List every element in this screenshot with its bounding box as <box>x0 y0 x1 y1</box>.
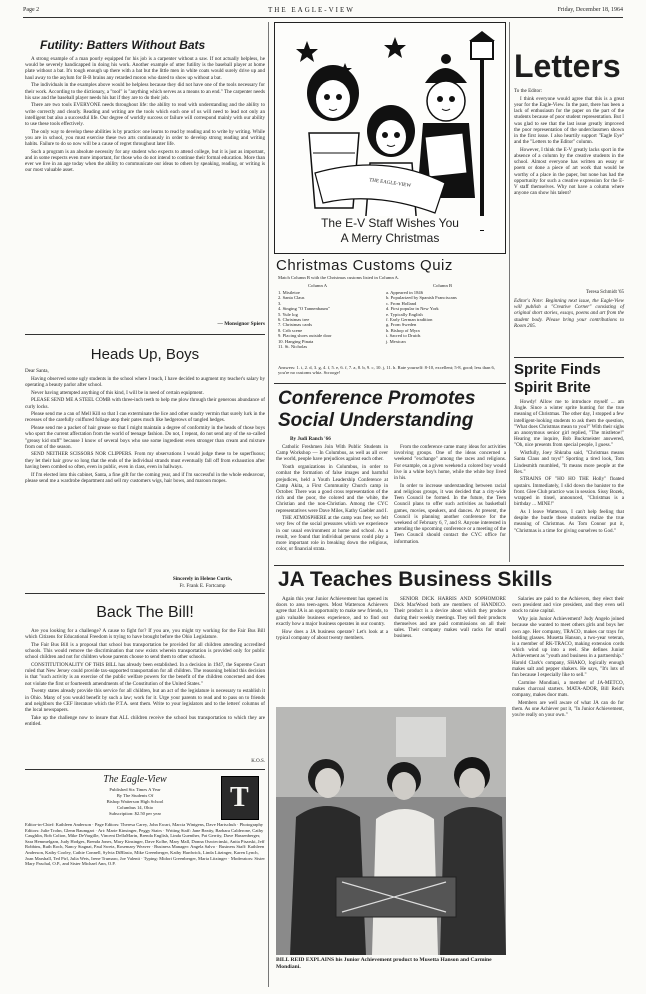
sprite-paragraph: Howdy! Allow me to introduce myself ... am Jingle. Since a winter sprite hunting for the true meaning of Christmas. The other day, I stopped a few intelligent-looking students to ask them the question, "What does Christmas mean to you?" With their sighs an anonymous senior girl replied, "The mistletoe!" Hearing me inquire, Bob Buckmeister answered, "Oh, nice presents from special people, I guess." <box>514 399 624 449</box>
letters-article <box>514 88 624 288</box>
ja-paragraph: SENIOR DICK HARRIS AND SOPHOMORE Dick MacWood both are members of HANDICO. Their product is a device about which they produce during their weekly meetings. They sell their products themselves and are paid commissions on all their sales. Their company makes wall racks for small business. <box>394 596 506 640</box>
divider <box>25 769 265 770</box>
quiz-item: 8. Crib scene <box>278 327 303 333</box>
quiz-item: 7. Christmas cards <box>278 322 313 328</box>
issue-date: Friday, December 18, 1964 <box>557 7 623 13</box>
bill-paragraph: Take up the challenge now to insure that ALL children receive the school bus transportation to which they are entitled. <box>25 714 265 727</box>
quiz-item: 10. Hanging Pinata <box>278 338 314 344</box>
staff-box-line: Columbus 14, Ohio <box>116 805 154 810</box>
letters-salutation: To the Editor: <box>514 88 543 94</box>
conference-paragraph: Youth organizations in Columbus, in order to combat the formation of false images and harmful prejudices, held a Youth Leadership Conference at Camp Akita, a First Community Church camp in October. There was a good cross representation of the rich and the poor, the colored and the white, the Christian and the non-Christian. Among the CYC representatives were Dave Miles, Kathy Gaebler and I. <box>276 464 388 514</box>
conference-paragraph: In order to increase understanding between racial and religious groups, it was decided that a city-wide Teen Council be formed. In the future, the Teen Council plans to offer such activities as basketball games, movies, speakers, and dances. At present, the Council is planning another conference for the weekend of February 6, 7, and 8. Anyone interested in attending the upcoming conference or a meeting of the Teen Council should contact the CYC office for information. <box>394 482 506 545</box>
heads-up-paragraph: Please send me a can of Mell Kill so that I can exterminate the lice and other sundry vermin that surely lurk in the recesses of the carefully coiffured foliage atop their pates much like hedgerows of tangled hedges. <box>25 411 265 424</box>
quiz-col-a-label: Column A <box>308 283 328 288</box>
bill-paragraph: The Fair Bus Bill is a proposal that school bus transportation be provided for all children attending accredited schools. This would remove the discrimination that now exists wherein transportation is provided only for public school children and not for children whose parents choose to send them to other schools. <box>25 641 265 661</box>
sprite-paragraph: Wistfully, Joey Shkraba said, "Christmas means Santa Claus and toys!" Sporting a tired look, Tom Lindesmith mumbled, "It means more people at the Rex." <box>514 450 624 475</box>
divider <box>514 357 624 358</box>
editor-note: Editor's Note: Beginning next issue, the Eagle-View will publish a "Creative Corner" consisting of original short stories, essays, poems and art from the student body. Please bring your contributions to Room 205. <box>514 298 624 329</box>
ja-article-left <box>276 596 506 704</box>
sprite-paragraph: STRAINS OF "HO HO THE Holly" floated upstairs. Immediately, I slid down the banister to the front. Glee Club practice was in session. Sissy Bozek, wrapped in tinsel, announced, "Christmas is a birthday ... MINE!" <box>514 476 624 508</box>
eagle-view-logo <box>221 776 259 820</box>
letters-paragraph: I think everyone would agree that this is a great year for the Eagle-View. In the past, there has been a lack of enthusiasm for the paper on the part of the students because of poor student representation. But I was glad to see that the last issue greatly improved the poor representation of the underclassmen shown in the first issue. I also heartily support "Eagle Eye" and the "Letters to the Editor" column. <box>514 95 624 146</box>
ja-paragraph: Members are well aware of what JA can do for them. As one Achiever put it, "In Junior Achievement, you're really on your own." <box>512 699 624 719</box>
conference-paragraph: From the conference came many ideas for activities involving groups. One of the ideas concerned a weekend "exchange" among the races and religions. For example, on a given weekend a colored boy would live in a white boy's home, while the white boy lived in his. <box>394 444 506 482</box>
quiz-instructions: Match Column B with the Christmas customs listed in Column A. <box>278 275 400 280</box>
quiz-item: 9. Placing shoes outside door <box>278 333 332 339</box>
heads-up-signature-1: Sincerely in Helene Curtis, <box>172 576 233 582</box>
heads-up-paragraph: SEND NEITHER SCISSORS NOR CLIPPERS. From my observations I would judge these to be superfluous; they let their hair grow so long that the ends of the individual strands must eventually fall off from exhaustion after having been combed so often, even in public, even in class, even in hallways. <box>25 451 265 470</box>
logo-letter: T <box>230 782 249 813</box>
sprite-headline-2: Spirit Brite <box>514 379 591 396</box>
conference-headline-1: Conference Promotes <box>278 388 476 409</box>
quiz-item: h. Bishop of Myra <box>386 327 420 333</box>
masthead-rule <box>23 17 623 18</box>
students-photo <box>276 707 506 955</box>
futility-paragraph: There are two tools EVERYONE needs throughout life: the ability to read with understanding and the ability to write correctly and clearly. Reading and writing are the tools which each one of us will need to lead not only an intelligent but also a successful life. Our degree of worldly success or failure will correspond mainly with our ability to use these tools effectively. <box>25 102 265 128</box>
quiz-table <box>278 283 506 363</box>
column-rule <box>268 22 269 987</box>
conference-paragraph: Catholic Freshmen Join With Public Students in Camp Workshop — In Columbus, as well as all over the world, people have prejudices against each other. <box>276 444 388 463</box>
christmas-caption-1: The E-V Staff Wishes You <box>275 216 505 230</box>
heads-up-paragraph: Having observed some ugly students in the school where I teach, I have decided to augment my teacher's salary by operating a beauty parlor after school. <box>25 375 265 388</box>
quiz-item: b. Popularized by Spanish Franciscans <box>386 295 457 301</box>
heads-up-signature-2: Fr. Frank E. Fortcamp <box>179 583 226 589</box>
conference-article <box>276 444 506 562</box>
futility-paragraph: The only way to develop these abilities is by practice: one learns to read by reading and to write by writing. While you are in school, you must exercise these two arts continuously in order to develop strong reading and writing habits. Failure to do so now will be a cause of regret throughout later life. <box>25 128 265 148</box>
bill-paragraph: Are you looking for a challenge? A cause to fight for? If you are, you might try working for the Fair Bus Bill which Citizens for Educational Freedom is trying to have brought before the Ohio Legislature. <box>25 628 265 641</box>
heads-up-paragraph: PLEASE SEND ME A STEEL COMB with three-inch teeth to help me plow through their generous abundance of curly locks. <box>25 397 265 410</box>
quiz-item: 6. Christmas tree <box>278 317 310 323</box>
back-the-bill-article <box>25 628 265 756</box>
staff-box-line: Published Six Times A Year <box>109 787 161 792</box>
masthead <box>23 6 623 16</box>
quiz-column-a <box>278 290 378 349</box>
quiz-item: j. Mexican <box>386 338 406 344</box>
quiz-item: g. From Sweden <box>386 322 417 328</box>
scroll-text: THE EAGLE-VIEW <box>368 178 412 189</box>
futility-paragraph: A strong example of a man poorly equipped for his job is a carpenter without a saw. If not actually helpless, he would be severely handicapped in doing his work. Another example of utter futility is the baseball player at home plate without a bat. It's tough enough up there with a bat but the little men in white coats would surely drive up and haul away to the asylum for B-B brains any retarded moron who dared to show up without a bat. <box>25 56 265 81</box>
quiz-item: 1. Mistletoe <box>278 290 300 295</box>
divider <box>274 383 506 384</box>
divider <box>25 593 265 594</box>
futility-headline: Futility: Batters Without Bats <box>40 38 206 52</box>
futility-signature: — Monsignor Spiers <box>217 321 265 327</box>
ja-photo <box>276 707 506 955</box>
ja-paragraph: How does a JA business operate? Let's look at a typical company of about twenty members. <box>276 628 388 641</box>
ja-paragraph: Again this year Junior Achievement has opened its doors to area teen-agers. Most Watterson Achievers agree that JA is an opportunity to make new friends, to gain valuable business experience, and to find out exactly how a major business operates in our country. <box>276 596 388 627</box>
quiz-column-b <box>386 290 506 344</box>
heads-up-article <box>25 368 265 573</box>
heads-up-headline: Heads Up, Boys <box>90 346 200 363</box>
page-number: Page 2 <box>23 7 40 13</box>
staff-box-line: By The Students Of <box>116 793 154 798</box>
divider <box>274 565 624 566</box>
quiz-item: a. Appeared in 1846 <box>386 290 423 295</box>
ja-paragraph: Why join Junior Achievement? Judy Angelo joined because she wanted to meet others girls and boys her own age. Her company, TRACO, makes car trays for holding glasses. Musetta Hanson, a two-year veteran, is a member of RK-TRACO, making extension cords which wind up into a reel. She defines Junior Achievement as "youth and business in a partnership." Harold Clark's company, SHAKO, logically enough makes salt and pepper shakers. He says, "It's lots of fun because I especially like to sell." <box>512 616 624 678</box>
bill-paragraph: CONSTITUTIONALITY OF THIS BILL has already been established. In a decision in 1947, the Supreme Court ruled that New Jersey could provide tax-supported transportation for all children. The reasoning behind this decision is that "such activity is an exercise of the public welfare powers for the benefit of the children concerned and does not violate the first or fourteenth amendments of the Constitution of the United States." <box>25 662 265 687</box>
staff-box-line: Subscription: $2.50 per year <box>108 811 162 816</box>
heads-up-salutation: Dear Santa, <box>25 368 49 374</box>
conference-byline: By Judi Ranch '66 <box>290 436 331 442</box>
back-the-bill-headline: Back The Bill! <box>96 604 194 621</box>
christmas-illustration <box>274 22 506 254</box>
quiz-headline: Christmas Customs Quiz <box>276 257 453 274</box>
futility-article <box>25 56 265 328</box>
sprite-headline-1: Sprite Finds <box>514 361 601 378</box>
bill-paragraph: Twenty states already provide this service for all children, but an act of the legislature is necessary to establish it in Ohio. Many of you would benefit by such a law; work for it. Urge your parents to read and to pass on to friends and neighbors the CEF literature which the P.T.A. sent them. Write to your legislators and to the letters' columns of the local newspapers. <box>25 688 265 713</box>
staff-box <box>25 774 265 984</box>
divider <box>25 334 265 335</box>
christmas-caption-2: A Merry Christmas <box>275 231 505 245</box>
quiz-item: c. From Holland <box>386 300 417 306</box>
quiz-item: d. First popular in New York <box>386 306 439 312</box>
conference-paragraph: THE ATMOSPHERE at the camp was free; we felt very few of the social pressures which we experience in our usual environment at home and school. As a result, we found that individual persons could play a more important role in breaking down the religious, color, or financial strata. <box>276 515 388 553</box>
quiz-col-b-label: Column B <box>433 283 453 288</box>
ja-headline: JA Teaches Business Skills <box>278 568 553 591</box>
quiz-item: i. Sacred to Druids <box>386 333 421 339</box>
letters-paragraph: However, I think the E-V greatly lacks sport in the absence of a column by the creative students in the school. Almost everyone has written an essay or poem or done a piece of art work that would be worthy of a place in the paper, but none has had the opportunity for such a creative expression for the E-V staff themselves. Why not have a column where anyone can show his talent? <box>514 146 624 197</box>
ja-photo-caption: BILL REID EXPLAINS his Junior Achievement product to Musetta Hanson and Carmine Mondiani. <box>276 957 492 970</box>
staff-box-title: The Eagle-View <box>103 774 167 785</box>
paper-title: THE EAGLE-VIEW <box>268 6 355 14</box>
heads-up-paragraph: If I'm elected into this cabinet, Santa, a fine gift for the coming year, and if I'm successful in the whole endeavour, please send me a wardrobe department and sell my customers wigs, hair bows, and maroon mopes. <box>25 471 265 484</box>
quiz-item: 3. <box>278 300 282 306</box>
quiz-item: 11. St. Nicholas <box>278 344 308 350</box>
column-rule <box>509 22 510 562</box>
heads-up-paragraph: Never having attempted anything of this kind, I will be in need of certain equipment. <box>31 389 204 396</box>
ja-paragraph: Carmine Mondiani, a member of JA-METCO, makes charcoal starters. MATA-ADOR, Bill Reid's company, makes door mats. <box>512 679 624 699</box>
ja-paragraph: Salaries are paid to the Achievers, they elect their own president and vice president, and they even sell stock to raise capital. <box>512 596 624 615</box>
quiz-item: f. Early German tradition <box>386 317 433 323</box>
heads-up-paragraph: Please send me a packet of hair grease so that I might maintain a degree of conformity in the heads of those boys who sport the current affectation from the world of teenage fashion. Do not, I repeat, do not send any of the so-called "greasy kid stuff" because I know of several boys who use some ingredient even stronger than cream and mixture from out of the season. <box>25 425 265 450</box>
quiz-answers: Answers: 1. i, 2. d, 3. g, 4. f, 5. e, 6. f, 7. a, 8. b, 9. c, 10. j, 11. h. Rate yourself: 8-10, excellent; 5-8, good; less than 6, you're no customs whiz. Scrooge! <box>278 365 495 376</box>
conference-headline-2: Social Understanding <box>278 410 474 431</box>
letters-signature: Teresa Schmidt '65 <box>585 290 624 295</box>
quiz-item: 2. Santa Claus <box>278 295 305 301</box>
quiz-item: 4. Singing "O Tannenbaum" <box>278 306 330 312</box>
ja-article-right <box>512 596 624 978</box>
quiz-item: 5. Yule log <box>278 311 298 317</box>
futility-paragraph: The individuals in the examples above would be helpless because they did not have one of the tools necessary for their work. According to the dictionary, a "tool" is "anything which serves as a means to an end." The carpenter needs his saw and the baseball player needs his bat if they are to do their job. <box>25 82 265 101</box>
futility-paragraph: Such a program is an absolute necessity for any student who expects to attend college, but it is just as important, and in some respects even more important, for those who do not intend to continue their formal education. More than ever we live in an age today when the ability to communicate our ideas to others by speaking, reading, or writing is our most valuable asset. <box>25 148 265 174</box>
quiz-item: e. Typically English <box>386 311 423 317</box>
letters-headline: Letters <box>514 48 621 84</box>
sprite-paragraph: As I leave Watterson, I can't help feeling that despite the bustle these students realize the true meaning of Christmas. As Tom Connor put it, "Christmas is a time for giving ourselves to God." <box>514 508 624 534</box>
staff-credits: Editor-in-Chief: Kathleen Anderson · Page Editors: Theresa Carey, John Ewart, Marcia Wintgens, Dave Hartschuh · Photography Editors: Julie Trohn, Glenn Baumgart · Art: Marie Kinsinger, Peggy Stairs · Writing Staff: Jane Beatty, Barbara Calderone, Cathy Caughlin, Bob Colton, Mike DeVargille, Vincent DellaMarin, Brenda English, Linda Guenther, Pat Gerrity, Dave Hassenberger, Sara Hemmelgarn, Judy Hodges, Brenda Jones, Mary Kinsinger, Dave Kolbe, Mary Mall, Donna Oswiecinski, Anita Pisarski, Jeff Robbins, Ruth Roch, Nancy Stagnat, Paul Swetz, Rosemary Weaver · Business Manager: Angela Salvo · Business Staff: Kathleen Anderson, Kathy Cooley, Cathie Connell, Sylvia DiBlasio, Mike Greenberger, Kathy Hardwick, Linda Litzinger, Karen Lynch, Joan Marshall, Ted Pirl, Julia Weis, Irene Trumaro, Joe Valenti · Typing: Midori Greenberger, Maria Litzinger · Moderators: Sister Mary Paschal, O.P., and Sister Michael Ann, O.P. <box>25 822 265 867</box>
back-the-bill-signature: K.O.S. <box>251 759 265 764</box>
staff-box-line: Bishop Watterson High School <box>106 799 164 804</box>
sprite-article <box>514 399 624 562</box>
